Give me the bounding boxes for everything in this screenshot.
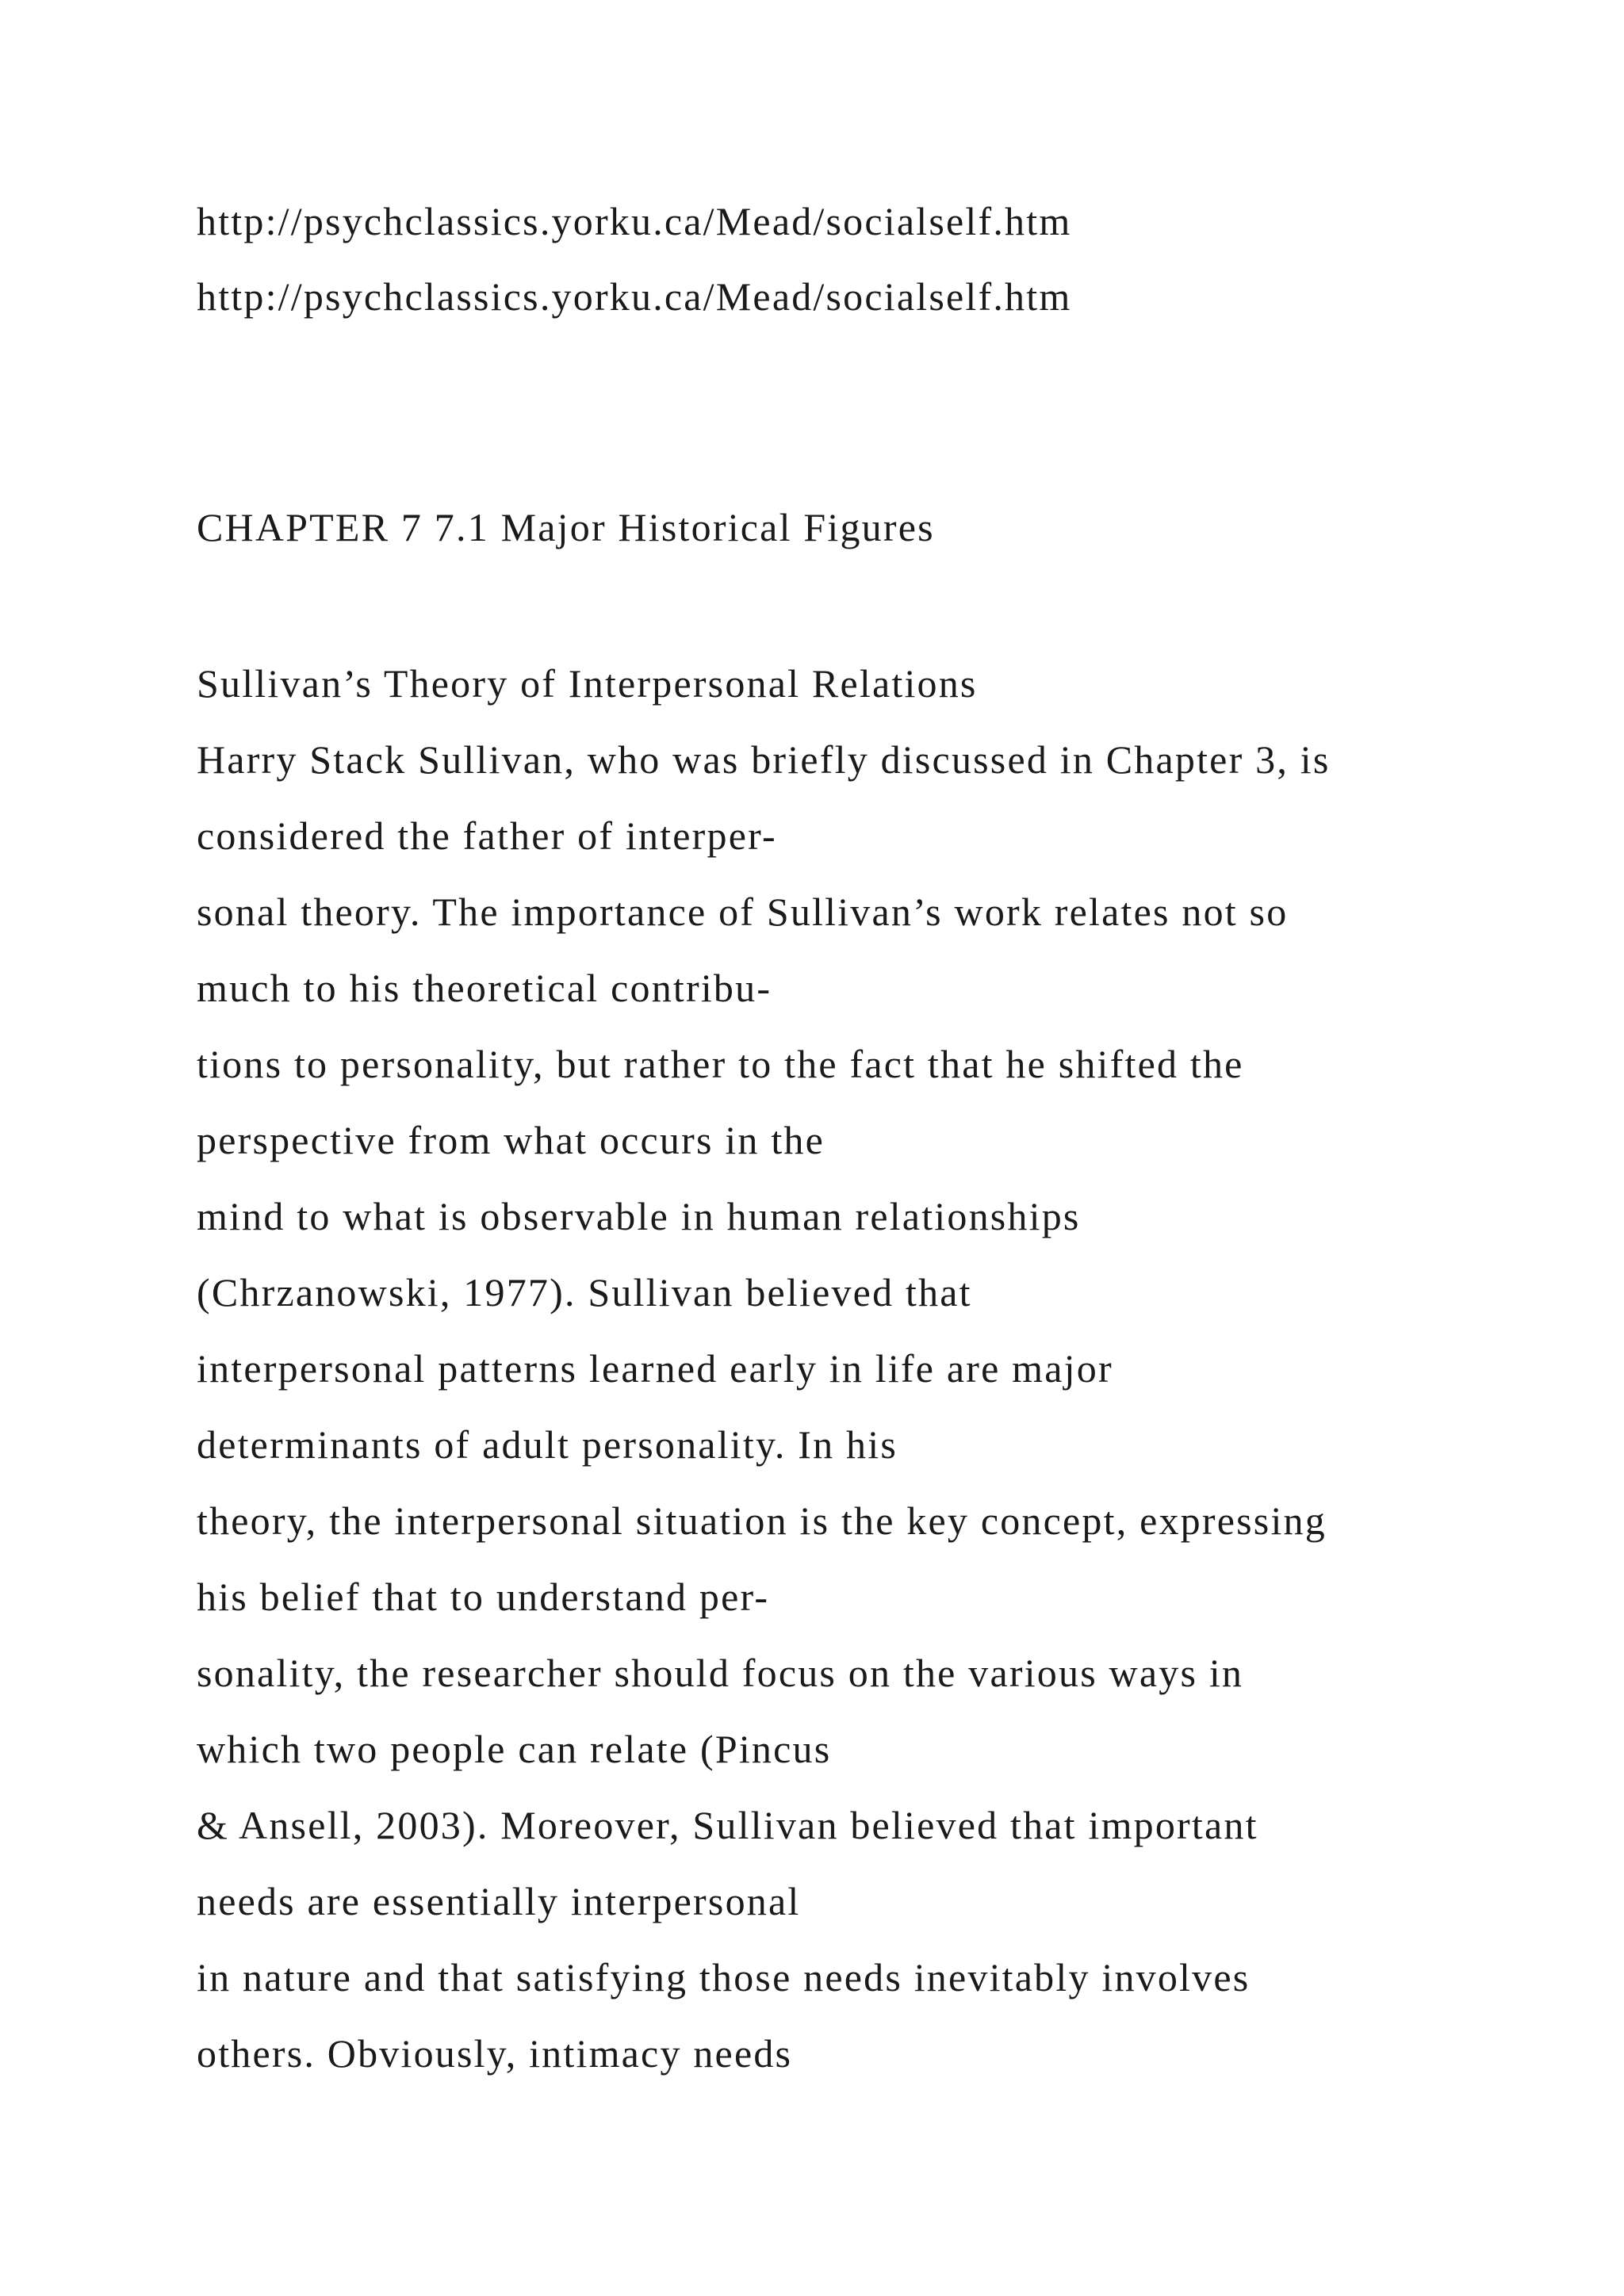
- reference-link[interactable]: http://psychclassics.yorku.ca/Mead/socialself.htm: [197, 274, 1072, 319]
- body-line: (Chrzanowski, 1977). Sullivan believed that: [197, 1270, 972, 1314]
- body-line: perspective from what occurs in the: [197, 1118, 825, 1162]
- body-line: Harry Stack Sullivan, who was briefly discussed in Chapter 3, is: [197, 737, 1331, 782]
- body-line: which two people can relate (Pincus: [197, 1727, 832, 1771]
- chapter-heading: CHAPTER 7 7.1 Major Historical Figures: [197, 505, 935, 549]
- body-line: interpersonal patterns learned early in life are major: [197, 1346, 1113, 1391]
- body-line: tions to personality, but rather to the fact that he shifted the: [197, 1042, 1244, 1086]
- body-line: needs are essentially interpersonal: [197, 1879, 801, 1923]
- body-line: sonality, the researcher should focus on the various ways in: [197, 1651, 1244, 1695]
- section-title: Sullivan’s Theory of Interpersonal Relations: [197, 661, 978, 706]
- body-line: determinants of adult personality. In his: [197, 1422, 898, 1467]
- body-line: & Ansell, 2003). Moreover, Sullivan believed that important: [197, 1803, 1258, 1847]
- body-line: mind to what is observable in human relationships: [197, 1194, 1081, 1238]
- body-line: others. Obviously, intimacy needs: [197, 2031, 793, 2076]
- body-line: sonal theory. The importance of Sullivan’s work relates not so: [197, 890, 1289, 934]
- body-line: theory, the interpersonal situation is the key concept, expressing: [197, 1498, 1327, 1543]
- body-line: his belief that to understand per-: [197, 1575, 770, 1619]
- body-line: considered the father of interper-: [197, 813, 777, 858]
- reference-link[interactable]: http://psychclassics.yorku.ca/Mead/socialself.htm: [197, 199, 1072, 243]
- body-line: in nature and that satisfying those needs inevitably involves: [197, 1955, 1251, 1999]
- body-line: much to his theoretical contribu-: [197, 966, 772, 1010]
